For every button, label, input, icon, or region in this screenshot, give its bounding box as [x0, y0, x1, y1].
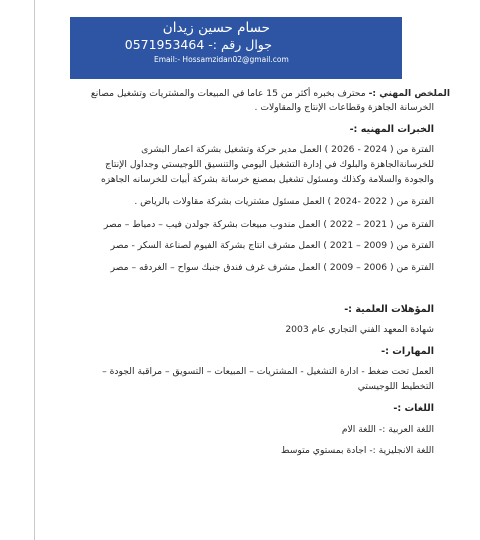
full-name: حسام حسين زيدان: [162, 20, 270, 36]
summary-text-1: محترف بخبره أكثر من 15 عاما في المبيعات والمشتريات وتشغيل مصانع: [90, 88, 366, 99]
language-item: اللغة العربية :- اللغة الام: [341, 424, 434, 435]
experience-item: الفترة من ( 2006 – 2009 ) العمل مشرف غرف فندق جنبك سواح – الغردقه – مصر: [110, 262, 434, 273]
skills-line-1: العمل تحت ضغط - ادارة التشغيل - المشتريات – المبيعات – التسويق – مراقبة الجودة –: [102, 366, 434, 377]
header-banner: [70, 17, 402, 79]
languages-heading: اللغات :-: [393, 403, 434, 414]
experience-item: الفترة من ( 2022 -2024 ) العمل مسئول مشتريات بشركة مقاولات بالرياض .: [134, 196, 434, 207]
language-item: اللغة الانجليزية :- اجادة بمستوي متوسط: [281, 445, 434, 456]
qualifications-heading: المؤهلات العلمية :-: [344, 304, 434, 315]
skills-line-2: التخطيط اللوجيستي: [357, 381, 434, 392]
experience-item: والجودة والسلامة وكذلك ومسئول تشغيل بمصنع خرسانة بشركة أبيات للخرسانه الجاهزه: [100, 174, 434, 185]
summary-line-2: الخرسانة الجاهزة وقطاعات الإنتاج والمقاولات .: [254, 102, 434, 113]
qualification-text: شهادة المعهد الفني التجاري عام 2003: [285, 324, 434, 335]
phone-number: جوال رقم :- 0571953464: [124, 37, 272, 52]
experience-item: الفترة من ( 2021 – 2022 ) العمل مندوب مبيعات بشركة جولدن فيب – دمياط – مصر: [103, 219, 434, 230]
experience-item: الفترة من ( 2009 – 2021 ) العمل مشرف انتاج بشركة الفيوم لصناعة السكر - مصر: [110, 240, 434, 251]
experience-item: الفترة من ( 2024 - 2026 ) العمل مدير حركة وتشغيل بشركة اعمار البشرى: [141, 144, 434, 155]
experience-heading: الخبرات المهنيه :-: [349, 124, 434, 135]
summary-line-1: [91, 88, 450, 99]
skills-heading: المهارات :-: [381, 346, 434, 357]
experience-item: للخرسانةالجاهزة والبلوك في إدارة التشغيل اليومي والتنسيق اللوجيستي وجداول الإنتاج: [105, 159, 434, 170]
summary-label: الملخص المهني :-: [368, 88, 450, 99]
email-address: Email:- Hossamzidan02@gmail.com: [154, 55, 289, 64]
